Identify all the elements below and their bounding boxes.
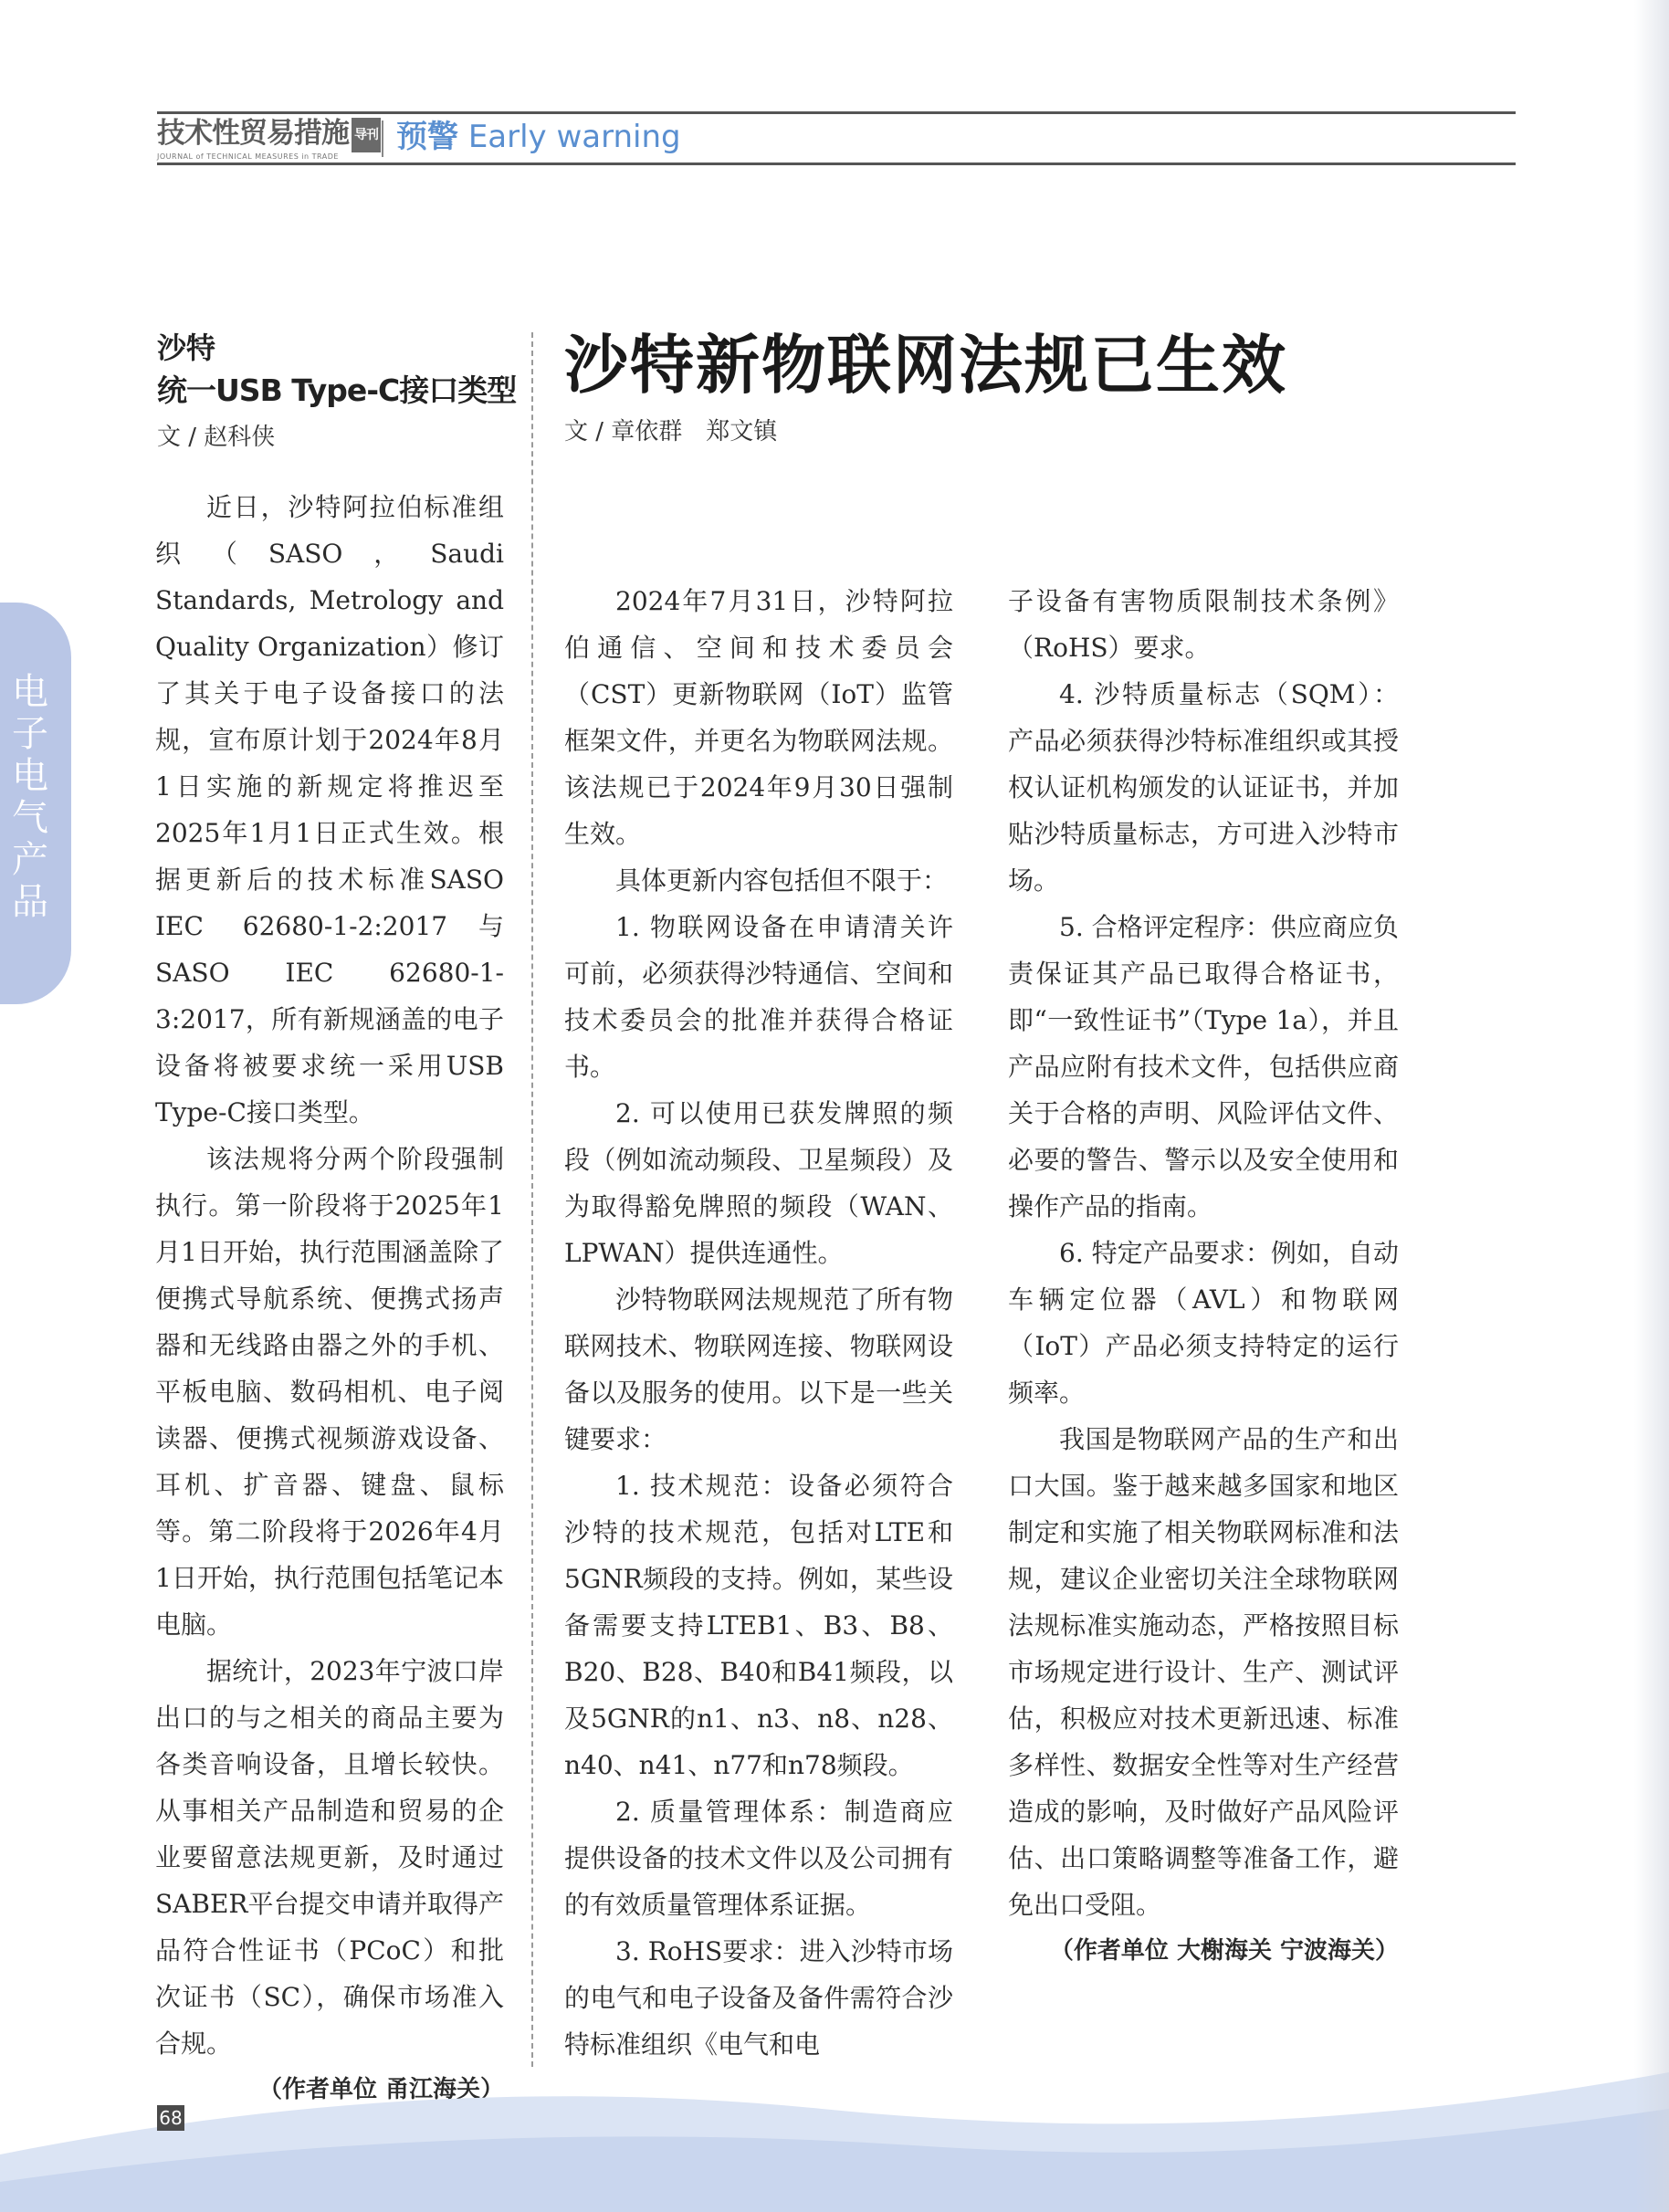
side-category-label: 电子电气产品 bbox=[12, 671, 48, 923]
journal-name-en: JOURNAL of TECHNICAL MEASURES in TRADE bbox=[157, 152, 339, 161]
paragraph: 该法规将分两个阶段强制执行。第一阶段将于2025年1月1日开始，执行范围涵盖除了便携式导航系统、便携式扬声器和无线路由器之外的手机、平板电脑、数码相机、电子阅读器、便携式视频游戏设备、耳机、扩音器、键盘、鼠标等。第二阶段将于2026年4月1日开始，执行范围包括笔记本电脑。 bbox=[155, 1144, 504, 1640]
paragraph: 2024年7月31日，沙特阿拉伯通信、空间和技术委员会（CST）更新物联网（IoT）监管框架文件，并更名为物联网法规。该法规已于2024年9月30日强制生效。 bbox=[564, 586, 953, 849]
paragraph: 具体更新内容包括但不限于： bbox=[615, 865, 949, 896]
paragraph: 5. 合格评定程序：供应商应负责保证其产品已取得合格证书，即“一致性证书”（Type 1a），并且产品应附有技术文件，包括供应商关于合格的声明、风险评估文件、必要的警告、警示以及安全使用和操作产品的指南。 bbox=[1008, 912, 1399, 1221]
paragraph: 2. 质量管理体系：制造商应提供设备的技术文件以及公司拥有的有效质量管理体系证据。 bbox=[564, 1797, 953, 1920]
paragraph-continued: 子设备有害物质限制技术条例》（RoHS）要求。 bbox=[1008, 586, 1399, 663]
section-label-en: Early warning bbox=[467, 119, 681, 155]
paragraph: 6. 特定产品要求：例如，自动车辆定位器（AVL）和物联网（IoT）产品必须支持特定的运行频率。 bbox=[1008, 1238, 1399, 1408]
column-divider bbox=[531, 332, 533, 2067]
main-article-byline: 文 / 章依群 郑文镇 bbox=[564, 418, 778, 446]
section-label-cn: 预警 bbox=[396, 119, 458, 155]
paragraph: 据统计，2023年宁波口岸出口的与之相关的商品主要为各类音响设备，且增长较快。从事相关产品制造和贸易的企业要留意法规更新，及时通过SABER平台提交申请并取得产品符合性证书（PCoC）和批次证书（SC），确保市场准入合规。 bbox=[155, 1656, 504, 2059]
page-number: 68 bbox=[157, 2105, 184, 2131]
paragraph: 近日，沙特阿拉伯标准组织（SASO，Saudi Standards, Metrology and Quality Organization）修订了其关于电子设备接口的法规，宣布原计划于2024年8月1日实施的新规定将推迟至2025年1月1日正式生效。根据更新后的技术标准SASO IEC 62680-1-2:2017与SASO IEC 62680-1-3:2017，所有新规涵盖的电子设备将被要求统一采用USB Type-C接口类型。 bbox=[155, 492, 504, 1127]
main-article-column-2 bbox=[1008, 578, 1399, 1974]
header-rule-bottom bbox=[157, 162, 1516, 165]
journal-tag: 导刊 bbox=[352, 118, 381, 152]
paragraph: 3. RoHS要求：进入沙特市场的电气和电子设备及备件需符合沙特标准组织《电气和电 bbox=[564, 1936, 953, 2060]
footer-wave-decoration bbox=[0, 2045, 1669, 2212]
header-rule-top bbox=[157, 111, 1516, 114]
paragraph: 沙特物联网法规规范了所有物联网技术、物联网连接、物联网设备以及服务的使用。以下是一些关键要求： bbox=[564, 1284, 953, 1454]
left-article-title-line1: 沙特 bbox=[157, 330, 216, 365]
left-article-body bbox=[155, 484, 504, 2112]
header-separator bbox=[382, 121, 383, 157]
page-edge-shadow bbox=[1634, 0, 1669, 2212]
paragraph: 我国是物联网产品的生产和出口大国。鉴于越来越多国家和地区制定和实施了相关物联网标准和法规，建议企业密切关注全球物联网法规标准实施动态，严格按照目标市场规定进行设计、生产、测试评估，积极应对技术更新迅速、标准多样性、数据安全性等对生产经营造成的影响，及时做好产品风险评估、出口策略调整等准备工作，避免出口受阻。 bbox=[1008, 1424, 1399, 1920]
paragraph: 1. 物联网设备在申请清关许可前，必须获得沙特通信、空间和技术委员会的批准并获得合格证书。 bbox=[564, 912, 953, 1082]
left-article-affiliation: （作者单位 甬江海关） bbox=[257, 2076, 504, 2103]
journal-logo bbox=[157, 117, 376, 161]
main-article-column-1 bbox=[564, 578, 953, 2068]
journal-name: 技术性贸易措施 bbox=[157, 117, 349, 150]
main-article-title: 沙特新物联网法规已生效 bbox=[564, 328, 1287, 403]
paragraph: 4. 沙特质量标志（SQM）：产品必须获得沙特标准组织或其授权认证机构颁发的认证证书，并加贴沙特质量标志，方可进入沙特市场。 bbox=[1008, 679, 1399, 896]
paragraph: 1. 技术规范：设备必须符合沙特的技术规范，包括对LTE和5GNR频段的支持。例如，某些设备需要支持LTEB1、B3、B8、B20、B28、B40和B41频段，以及5GNR的n1、n3、n8、n28、n40、n41、n77和n78频段。 bbox=[564, 1471, 953, 1780]
left-article-title-line2: 统一USB Type-C接口类型 bbox=[157, 372, 517, 408]
main-article-affiliation: （作者单位 大榭海关 宁波海关） bbox=[1049, 1937, 1399, 1965]
paragraph: 2. 可以使用已获发牌照的频段（例如流动频段、卫星频段）及为取得豁免牌照的频段（WAN、LPWAN）提供连通性。 bbox=[564, 1098, 953, 1268]
left-article-byline: 文 / 赵科侠 bbox=[157, 424, 276, 451]
section-label bbox=[396, 117, 681, 157]
